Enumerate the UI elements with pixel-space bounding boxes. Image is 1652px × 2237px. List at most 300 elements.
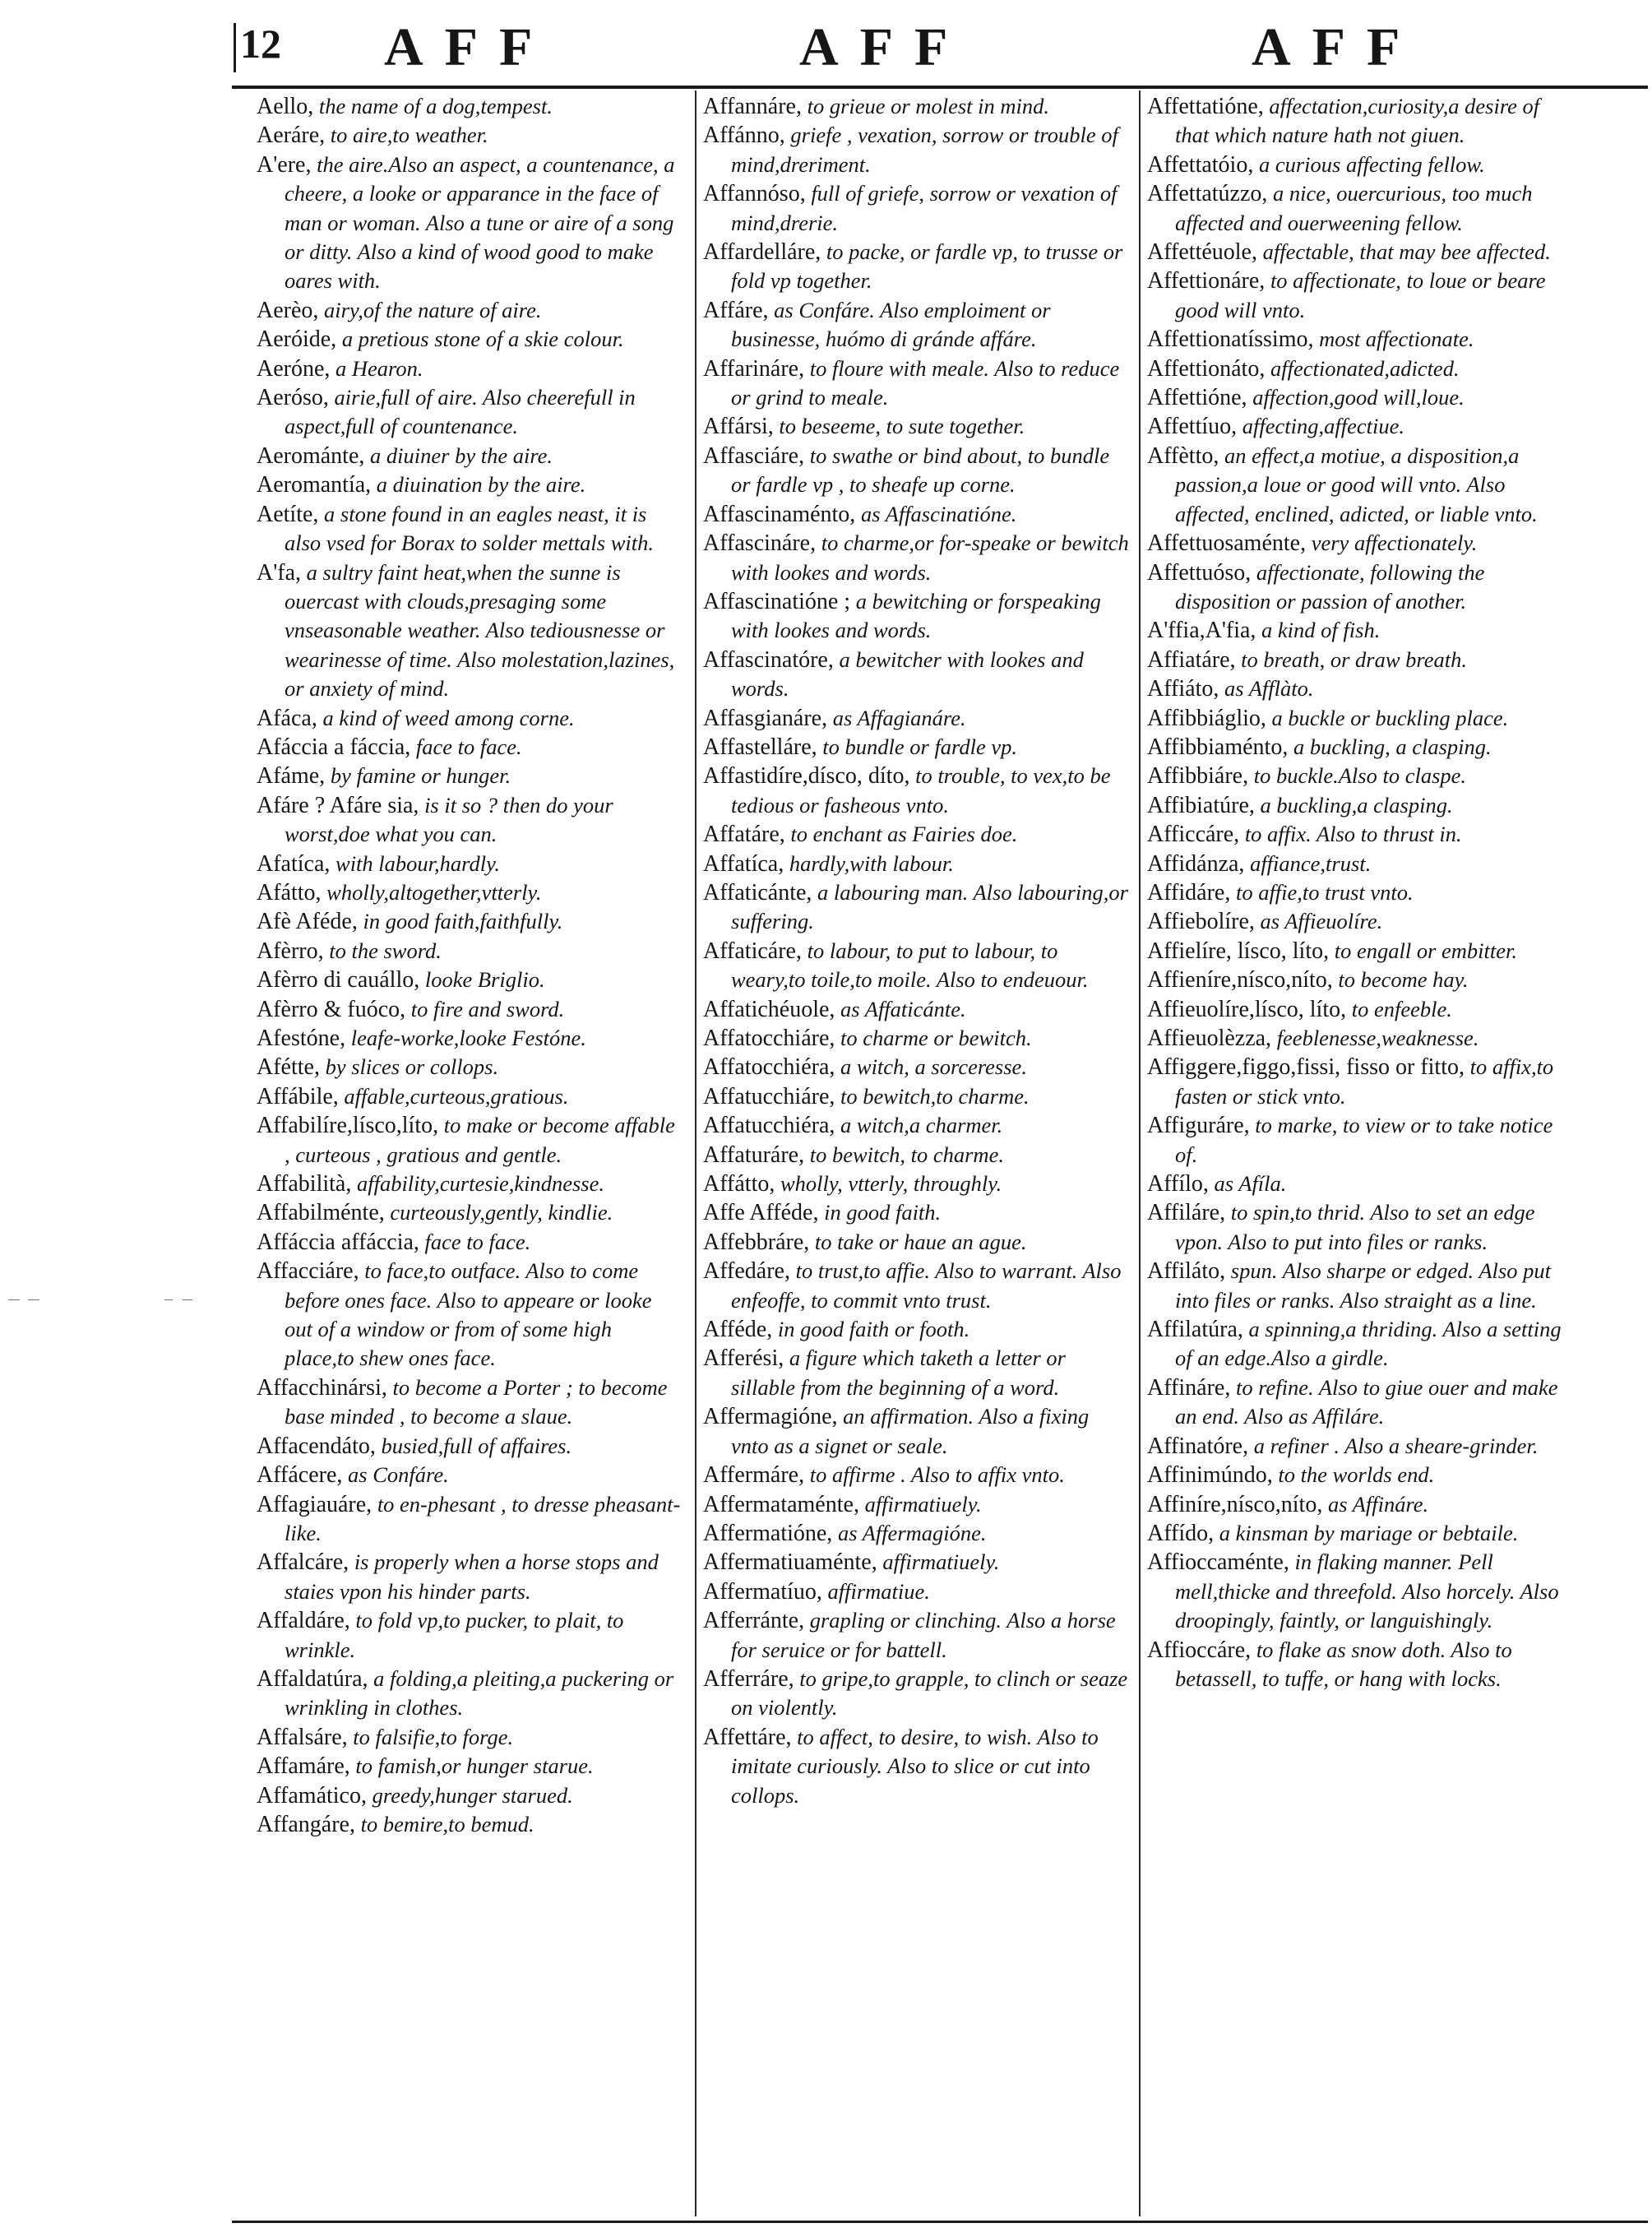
dictionary-entry (1147, 325, 1566, 354)
dictionary-entry (257, 1723, 684, 1752)
entry-headword: Affagiauáre, (257, 1491, 373, 1517)
entry-definition: to bewitch, to charme. (809, 1142, 1004, 1167)
dictionary-entry (1147, 966, 1566, 994)
entry-definition: a refiner . Also a sheare-grinder. (1253, 1433, 1539, 1458)
entry-headword: Affaturáre, (703, 1142, 805, 1168)
dictionary-entry (1147, 1373, 1566, 1432)
entry-definition: a bewitcher with lookes and words. (731, 646, 1084, 702)
entry-definition: to floure with meale. Also to reduce or grind to meale. (731, 355, 1120, 410)
dictionary-entry (1147, 1519, 1566, 1548)
dictionary-entry (257, 325, 684, 354)
entry-headword: Affabilíre,lísco,líto, (257, 1113, 439, 1139)
entry-headword: Affamáre, (257, 1753, 350, 1780)
dictionary-entry (1147, 762, 1566, 790)
entry-definition: to charme or bewitch. (840, 1026, 1032, 1050)
dictionary-entry (257, 1053, 684, 1081)
entry-definition: by slices or collops. (325, 1054, 499, 1080)
entry-definition: in flaking manner. Pell mell,thicke and threefold. Also horcely. Also droopingly, faintly, or languishingly. (1175, 1549, 1559, 1633)
entry-headword: Affascinatóre, (703, 646, 834, 673)
dictionary-entry (1147, 1315, 1566, 1373)
dictionary-entry (257, 1228, 684, 1257)
dictionary-entry (257, 470, 684, 499)
entry-definition: affectionated,adicted. (1270, 355, 1460, 381)
dictionary-entry (257, 1111, 684, 1169)
entry-definition: to affix,to fasten or stick vnto. (1175, 1054, 1554, 1109)
dictionary-entry (257, 1665, 684, 1723)
entry-headword: Affiatáre, (1147, 646, 1236, 673)
dictionary-entry (703, 733, 1131, 762)
dictionary-entry (257, 1169, 684, 1198)
column-separator (695, 90, 696, 2216)
dictionary-entry (1147, 1461, 1566, 1489)
entry-headword: Affettionatíssimo, (1147, 327, 1314, 353)
dictionary-entry (257, 1198, 684, 1227)
entry-headword: Affarináre, (703, 355, 805, 382)
entry-definition: a labouring man. Also labouring,or suffering. (731, 879, 1128, 934)
dictionary-entry (257, 442, 684, 470)
entry-definition: as Affermagióne. (837, 1520, 987, 1545)
dictionary-entry (1147, 1169, 1566, 1198)
entry-definition: a witch,a charmer. (840, 1113, 1003, 1138)
dictionary-entry (257, 383, 684, 442)
entry-headword: Affettatúzzo, (1147, 181, 1268, 207)
entry-headword: Affiggere,figgo,fissi, fisso or fitto, (1147, 1054, 1465, 1081)
entry-definition: a kinsman by mariage or bebtaile. (1219, 1520, 1519, 1545)
dictionary-entry (257, 92, 684, 121)
entry-headword: Affascinaménto, (703, 501, 856, 527)
entry-definition: to famish,or hunger starue. (355, 1753, 594, 1779)
entry-definition: to en-phesant , to dresse pheasant-like. (285, 1491, 681, 1545)
entry-headword: Aetíte, (257, 501, 319, 527)
dictionary-entry (257, 937, 684, 966)
entry-headword: Affettionáre, (1147, 268, 1266, 294)
entry-definition: to labour, to put to labour, to weary,to toile,to moile. Also to endeuour. (731, 938, 1089, 993)
dictionary-entry (1147, 354, 1566, 383)
entry-headword: Aeróne, (257, 355, 331, 382)
dictionary-entry (1147, 1432, 1566, 1461)
dictionary-entry (703, 1665, 1131, 1723)
entry-headword: Affastidíre,dísco, díto, (703, 763, 910, 790)
entry-definition: to the worlds end. (1278, 1462, 1435, 1488)
entry-definition: a figure which taketh a letter or sillable from the beginning of a word. (731, 1345, 1066, 1400)
dictionary-entry (1147, 1111, 1566, 1169)
entry-definition: a diuiner by the aire. (370, 442, 553, 468)
entry-definition: to affect, to desire, to wish. Also to imitate curiously. Also to slice or cut into collops. (731, 1724, 1099, 1808)
entry-definition: as Afíla. (1214, 1171, 1287, 1197)
entry-headword: Affatucchiáre, (703, 1083, 835, 1109)
entry-definition: to breath, or draw breath. (1241, 646, 1467, 672)
dictionary-entry (257, 704, 684, 733)
entry-headword: Affettuosaménte, (1147, 530, 1307, 557)
entry-headword: Affielíre, lísco, líto, (1147, 938, 1330, 964)
entry-headword: Affangáre, (257, 1811, 355, 1837)
dictionary-entry (1147, 1548, 1566, 1635)
dictionary-entry (703, 1577, 1131, 1606)
dictionary-entry (257, 733, 684, 762)
entry-headword: Afficcáre, (1147, 822, 1240, 848)
entry-definition: to affectionate, to loue or beare good will vnto. (1175, 268, 1546, 322)
entry-definition: busied,full of affaires. (381, 1433, 572, 1458)
entry-definition: to bewitch,to charme. (840, 1083, 1030, 1109)
entry-headword: Affastelláre, (703, 734, 817, 760)
dictionary-entry (703, 1723, 1131, 1810)
entry-headword: Affettióne, (1147, 385, 1247, 411)
entry-headword: Affatáre, (703, 822, 785, 848)
dictionary-entry (703, 296, 1131, 354)
entry-definition: the aire.Also an aspect, a countenance, a cheere, a looke or apparance in the face of man or woman. Also a tune or aire of a song or ditty. Also a kind of wood good to make oares with. (285, 151, 675, 294)
entry-headword: Afáre ? Afáre sia, (257, 792, 419, 818)
dictionary-entry (703, 1053, 1131, 1081)
entry-headword: Affieníre,nísco,níto, (1147, 967, 1333, 993)
dictionary-entry (257, 791, 684, 850)
entry-headword: Affináre, (1147, 1374, 1231, 1401)
entry-definition: as Affieuolíre. (1260, 909, 1383, 934)
entry-definition: as Affagianáre. (832, 705, 966, 730)
dictionary-entry (703, 1315, 1131, 1344)
entry-headword: Affettuóso, (1147, 559, 1252, 586)
entry-headword: Affibiatúre, (1147, 792, 1255, 818)
entry-definition: to fold vp,to pucker, to plait, to wrinkle. (285, 1608, 624, 1662)
entry-definition: wholly,altogether,vtterly. (326, 879, 542, 905)
column-2 (703, 92, 1131, 2214)
entry-definition: as Confáre. Also emploiment or businesse, huómo di gránde affáre. (731, 297, 1051, 352)
entry-headword: Affiláre, (1147, 1200, 1226, 1226)
dictionary-entry (703, 1111, 1131, 1140)
entry-headword: Affardelláre, (703, 239, 821, 266)
entry-headword: Affascinatióne ; (703, 588, 851, 614)
entry-definition: feeblenesse,weaknesse. (1276, 1026, 1479, 1050)
column-1 (257, 92, 684, 2214)
entry-definition: affability,curtesie,kindnesse. (356, 1171, 604, 1197)
entry-definition: most affectionate. (1319, 327, 1474, 352)
dictionary-entry (1147, 907, 1566, 936)
running-head-right: AFF (1252, 17, 1422, 77)
entry-headword: Affannáre, (703, 94, 802, 119)
entry-definition: a buckling,a clasping. (1260, 792, 1453, 817)
entry-definition: a nice, ouercurious, too much affected and ouerweening fellow. (1175, 181, 1533, 235)
entry-definition: face to face. (415, 734, 522, 759)
dictionary-entry (257, 151, 684, 296)
entry-headword: Afferráre, (703, 1665, 794, 1692)
entry-headword: Affacchinársi, (257, 1374, 387, 1401)
dictionary-entry (1147, 1636, 1566, 1694)
dictionary-entry (703, 179, 1131, 238)
dictionary-entry (257, 850, 684, 878)
running-head-center: AFF (799, 17, 969, 77)
entry-headword: Affieuolíre,lísco, líto, (1147, 996, 1347, 1022)
entry-headword: Affalcáre, (257, 1549, 349, 1576)
dictionary-entry (703, 1344, 1131, 1402)
entry-definition: to packe, or fardle vp, to trusse or fold vp together. (731, 239, 1123, 294)
entry-definition: to falsifie,to forge. (353, 1724, 514, 1749)
entry-definition: face to face. (424, 1229, 531, 1254)
dictionary-entry (1147, 1198, 1566, 1257)
entry-headword: Affáre, (703, 297, 769, 323)
entry-definition: a buckling, a clasping. (1293, 734, 1492, 759)
dictionary-entry (257, 1781, 684, 1810)
dictionary-entry (703, 587, 1131, 646)
entry-headword: Affáccia affáccia, (257, 1229, 419, 1255)
dictionary-entry (257, 1257, 684, 1373)
entry-definition: as Afflàto. (1224, 676, 1314, 702)
dictionary-entry (257, 995, 684, 1024)
column-3 (1147, 92, 1566, 2214)
dictionary-entry (703, 646, 1131, 704)
entry-headword: Affaldáre, (257, 1608, 350, 1634)
dictionary-entry (703, 1548, 1131, 1577)
dictionary-entry (257, 1490, 684, 1549)
entry-definition: airy,of the nature of aire. (324, 297, 542, 322)
header-rule (232, 86, 1648, 89)
dictionary-entry (703, 412, 1131, 441)
dictionary-entry (1147, 733, 1566, 762)
margin-dash (28, 1299, 39, 1300)
entry-headword: Aeróso, (257, 385, 329, 411)
dictionary-entry (1147, 791, 1566, 820)
dictionary-entry (703, 820, 1131, 849)
entry-definition: to trust,to affie. Also to warrant. Also enfeoffe, to commit vnto trust. (731, 1258, 1122, 1313)
entry-definition: a bewitching or forspeaking with lookes and words. (731, 588, 1101, 643)
dictionary-entry (257, 1461, 684, 1489)
entry-headword: Affaticánte, (703, 879, 812, 905)
dictionary-entry (703, 850, 1131, 878)
entry-headword: Afèrro, (257, 938, 324, 964)
entry-headword: Affioccáre, (1147, 1637, 1252, 1663)
entry-definition: affirmatiue. (827, 1578, 930, 1604)
entry-headword: Affalsáre, (257, 1724, 348, 1750)
entry-definition: affable,curteous,gratious. (344, 1083, 569, 1109)
entry-headword: Affibbiáre, (1147, 763, 1249, 790)
entry-definition: a sultry faint heat,when the sunne is ouercast with clouds,presaging some vnseasonable weather. Also tediousnesse or wearinesse of time. Also molestation,lazines, or anxiety of mind. (285, 559, 675, 702)
dictionary-entry (703, 238, 1131, 296)
dictionary-entry (257, 1024, 684, 1053)
dictionary-entry (257, 1810, 684, 1839)
entry-definition: to affirme . Also to affix vnto. (809, 1462, 1065, 1488)
entry-definition: to refine. Also to giue ouer and make an end. Also as Affiláre. (1175, 1374, 1558, 1429)
dictionary-entry (257, 296, 684, 325)
dictionary-entry (1147, 850, 1566, 878)
entry-definition: to fire and sword. (410, 996, 565, 1021)
entry-definition: to affix. Also to thrust in. (1244, 822, 1462, 847)
entry-definition: wholly, vtterly, throughly. (780, 1171, 1002, 1197)
entry-definition: affirmatiuely. (882, 1549, 1000, 1575)
entry-headword: Affettéuole, (1147, 239, 1257, 266)
dictionary-entry (1147, 1024, 1566, 1053)
dictionary-entry (1147, 1490, 1566, 1519)
entry-definition: to bundle or fardle vp. (822, 734, 1018, 759)
entry-headword: Affacciáre, (257, 1258, 359, 1285)
entry-definition: a spinning,a thriding. Also a setting of an edge.Also a girdle. (1175, 1317, 1562, 1371)
entry-definition: to buckle.Also to claspe. (1253, 763, 1467, 789)
entry-headword: Affermataménte, (703, 1491, 859, 1517)
dictionary-entry (257, 1606, 684, 1665)
entry-headword: Affátto, (703, 1171, 775, 1197)
entry-definition: as Affascinatióne. (860, 501, 1017, 526)
entry-headword: Affermatióne, (703, 1520, 833, 1546)
entry-definition: by famine or hunger. (330, 763, 511, 789)
dictionary-entry (703, 354, 1131, 413)
dictionary-entry (1147, 179, 1566, 238)
dictionary-entry (703, 1169, 1131, 1198)
dictionary-entry (257, 966, 684, 994)
dictionary-entry (703, 121, 1131, 179)
entry-definition: a buckle or buckling place. (1271, 705, 1509, 730)
entry-definition: a kind of weed among corne. (322, 705, 575, 730)
entry-headword: Affacendáto, (257, 1433, 376, 1459)
entry-definition: a stone found in an eagles neast, it is also vsed for Borax to solder mettals with. (285, 501, 655, 556)
entry-headword: Affannóso, (703, 181, 806, 207)
entry-definition: leafe-worke,looke Festóne. (350, 1026, 586, 1050)
entry-headword: A'fa, (257, 559, 302, 586)
dictionary-entry (1147, 442, 1566, 529)
dictionary-entry (703, 1490, 1131, 1519)
entry-definition: to grieue or molest in mind. (807, 94, 1050, 118)
entry-headword: Affettionáto, (1147, 355, 1266, 382)
column-separator (1139, 90, 1141, 2216)
dictionary-entry (257, 1432, 684, 1461)
dictionary-entry (1147, 529, 1566, 558)
entry-definition: to enfeeble. (1351, 996, 1452, 1021)
entry-headword: Aeróide, (257, 327, 337, 353)
entry-headword: Affermatiuaménte, (703, 1549, 877, 1576)
entry-definition: affirmatiuely. (864, 1491, 982, 1517)
entry-definition: a kind of fish. (1261, 618, 1381, 643)
entry-definition: affectable, that may bee affected. (1262, 239, 1551, 265)
dictionary-entry (1147, 1257, 1566, 1315)
entry-definition: to marke, to view or to take notice of. (1175, 1113, 1553, 1167)
dictionary-entry (1147, 92, 1566, 151)
entry-definition: affectation,curiosity,a desire of that which nature hath not giuen. (1175, 94, 1540, 148)
entry-definition: to become a Porter ; to become base minded , to become a slaue. (285, 1374, 668, 1429)
entry-headword: Affermatíuo, (703, 1578, 822, 1605)
entry-definition: to face,to outface. Also to come before ones face. Also to appeare or looke out of a window or from of some high place,to shew ones face. (285, 1258, 652, 1371)
entry-definition: in good faith. (824, 1200, 942, 1225)
dictionary-entry (703, 1519, 1131, 1548)
entry-headword: Afáme, (257, 763, 326, 790)
dictionary-entry (257, 1752, 684, 1781)
entry-headword: Affatocchiéra, (703, 1054, 835, 1081)
entry-headword: Affascináre, (703, 530, 817, 557)
entry-headword: Affe Afféde, (703, 1200, 819, 1226)
dictionary-entry (703, 878, 1131, 937)
entry-headword: Affedáre, (703, 1258, 790, 1285)
entry-definition: as Affináre. (1327, 1491, 1429, 1517)
entry-definition: to swathe or bind about, to bundle or fardle vp , to sheafe up corne. (731, 442, 1110, 498)
dictionary-entry (1147, 616, 1566, 645)
entry-headword: Affácere, (257, 1462, 343, 1489)
entry-definition: as Affaticánte. (840, 996, 966, 1021)
entry-headword: Afáccia a fáccia, (257, 734, 411, 760)
dictionary-entry (703, 92, 1131, 121)
entry-headword: Affársi, (703, 414, 774, 440)
entry-headword: Affábile, (257, 1083, 339, 1109)
entry-headword: A'ere, (257, 151, 312, 178)
entry-headword: Afèrro & fuóco, (257, 996, 406, 1022)
page-number: 12 (240, 21, 281, 67)
entry-definition: full of griefe, sorrow or vexation of mind,drerie. (731, 181, 1118, 235)
entry-definition: affection,good will,loue. (1252, 385, 1465, 410)
dictionary-entry (257, 1082, 684, 1111)
dictionary-entry (1147, 937, 1566, 966)
entry-definition: a witch, a sorceresse. (840, 1054, 1027, 1080)
entry-headword: Affiáto, (1147, 676, 1219, 702)
entry-headword: Afféde, (703, 1317, 773, 1343)
entry-headword: Affiguráre, (1147, 1113, 1250, 1139)
entry-definition: greedy,hunger starued. (372, 1782, 573, 1808)
entry-headword: Afè Aféde, (257, 909, 358, 935)
entry-definition: an affirmation. Also a fixing vnto as a signet or seale. (731, 1404, 1090, 1458)
entry-headword: Affatocchiáre, (703, 1026, 835, 1051)
dictionary-entry (1147, 383, 1566, 412)
dictionary-entry (257, 121, 684, 150)
entry-headword: Affasciáre, (703, 442, 805, 469)
entry-definition: to bemire,to bemud. (360, 1811, 534, 1836)
dictionary-entry (703, 704, 1131, 733)
footer-rule (232, 2221, 1648, 2223)
margin-dash (183, 1299, 192, 1300)
entry-definition: griefe , vexation, sorrow or trouble of mind,dreriment. (731, 123, 1118, 177)
dictionary-entry (1147, 412, 1566, 441)
entry-headword: Affiláto, (1147, 1258, 1226, 1285)
entry-definition: a folding,a pleiting,a puckering or wrinkling in clothes. (285, 1665, 674, 1721)
entry-headword: Affibbiáglio, (1147, 705, 1266, 731)
entry-definition: grapling or clinching. Also a horse for seruice or for battell. (731, 1608, 1116, 1662)
entry-headword: Afáca, (257, 705, 317, 731)
dictionary-entry (703, 1257, 1131, 1315)
entry-definition: looke Briglio. (424, 967, 545, 993)
entry-headword: Aerèo, (257, 297, 319, 323)
entry-definition: affiance,trust. (1250, 850, 1372, 876)
entry-headword: Affaldatúra, (257, 1665, 368, 1692)
entry-definition: is it so ? then do your worst,doe what you can. (285, 792, 613, 847)
dictionary-entry (703, 762, 1131, 820)
entry-headword: Affettatóio, (1147, 151, 1254, 178)
dictionary-entry (257, 1373, 684, 1432)
entry-headword: Affinatóre, (1147, 1433, 1249, 1459)
dictionary-entry (1147, 646, 1566, 674)
entry-headword: Affatíca, (703, 850, 784, 877)
entry-definition: to gripe,to grapple, to clinch or seaze on violently. (731, 1665, 1128, 1721)
entry-definition: to the sword. (329, 938, 442, 963)
entry-headword: Aerománte, (257, 442, 365, 469)
dictionary-entry (703, 1141, 1131, 1169)
entry-headword: Affiebolíre, (1147, 909, 1255, 935)
entry-headword: Aeráre, (257, 123, 326, 149)
entry-definition: to flake as snow doth. Also to betassell, to tuffe, or hang with locks. (1175, 1637, 1512, 1691)
entry-definition: the name of a dog,tempest. (318, 94, 553, 118)
entry-headword: A'ffia,A'fia, (1147, 618, 1256, 644)
entry-headword: Affettatióne, (1147, 94, 1264, 119)
entry-definition: in good faith,faithfully. (363, 909, 563, 934)
entry-definition: to spin,to thrid. Also to set an edge vpon. Also to put into files or ranks. (1175, 1200, 1535, 1254)
entry-headword: Afátto, (257, 879, 322, 905)
dictionary-entry (1147, 266, 1566, 325)
entry-definition: a pretious stone of a skie colour. (341, 327, 624, 352)
dictionary-entry (257, 762, 684, 790)
entry-definition: spun. Also sharpe or edged. Also put into files or ranks. Also straight as a line. (1175, 1258, 1551, 1313)
entry-definition: a diuination by the aire. (376, 472, 586, 498)
entry-headword: Aeromantía, (257, 472, 372, 498)
dictionary-entry (257, 500, 684, 558)
entry-headword: Affètto, (1147, 442, 1219, 469)
entry-definition: to enchant as Fairies doe. (790, 822, 1018, 847)
entry-headword: Afèrro di cauállo, (257, 967, 420, 993)
entry-definition: is properly when a horse stops and staies vpon his hinder parts. (285, 1549, 659, 1604)
entry-definition: airie,full of aire. Also cheerefull in aspect,full of countenance. (285, 385, 636, 439)
entry-headword: Affieuolèzza, (1147, 1026, 1272, 1051)
dictionary-entry (703, 1402, 1131, 1461)
entry-definition: an effect,a motiue, a disposition,a passion,a loue or good will vnto. Also affected, enclined, adicted, or liable vnto. (1175, 442, 1538, 526)
